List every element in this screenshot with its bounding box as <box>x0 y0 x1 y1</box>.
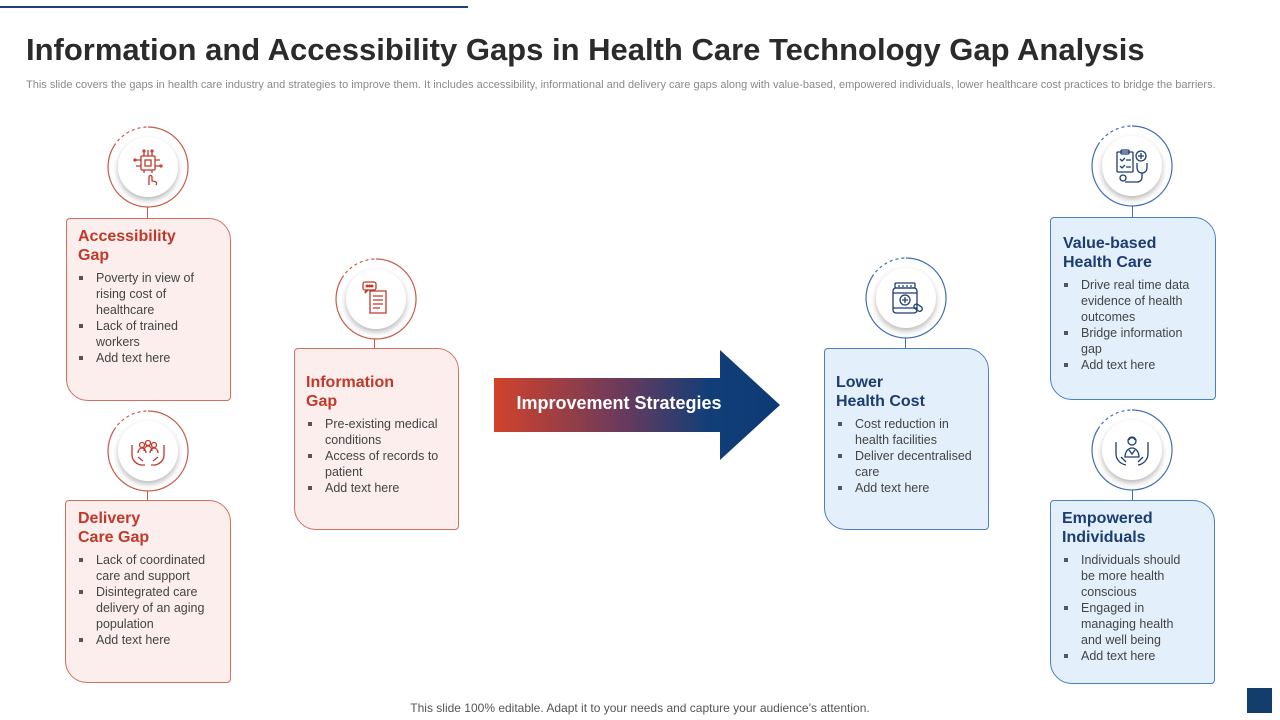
value-based-card <box>1050 217 1216 400</box>
information-gap-icon-circle <box>335 258 417 340</box>
slide-title: Information and Accessibility Gaps in Health Care Technology Gap Analysis <box>26 32 1145 67</box>
value-based-title: Value-based Health Care <box>1063 235 1157 271</box>
lower-cost-title: Lower Health Cost <box>836 374 925 410</box>
list-item: Bridge information gap <box>1062 325 1197 357</box>
list-item: Drive real time data evidence of health outcomes <box>1062 277 1197 325</box>
information-gap-list <box>306 416 446 496</box>
delivery-gap-icon-circle <box>107 410 189 492</box>
slide-subtitle: This slide covers the gaps in health care industry and strategies to improve them. It includes accessibility, informational and delivery care gaps along with value-based, empowered individuals, lower healthcare cost practices to bridge the barriers. <box>26 79 1216 91</box>
list-item: Lack of trained workers <box>77 318 197 350</box>
accessibility-gap-icon-circle <box>107 126 189 208</box>
slide-footer: This slide 100% editable. Adapt it to your needs and capture your audience’s attention. <box>410 701 870 715</box>
value-based-list <box>1062 277 1197 373</box>
clipboard-stethoscope-icon <box>1112 146 1152 186</box>
list-item: Add text here <box>836 480 986 496</box>
list-item: Cost reduction in health facilities <box>836 416 986 448</box>
top-accent-line <box>0 6 468 8</box>
empowered-icon-circle <box>1091 409 1173 491</box>
chat-document-icon <box>356 279 396 319</box>
list-item: Lack of coordinated care and support <box>77 552 207 584</box>
accessibility-gap-card <box>66 218 231 401</box>
delivery-gap-list <box>77 552 207 648</box>
accessibility-gap-title: Accessibility Gap <box>78 228 176 264</box>
list-item: Engaged in managing health and well being <box>1062 600 1197 648</box>
person-hands-icon <box>1112 430 1152 470</box>
list-item: Add text here <box>77 632 207 648</box>
list-item: Add text here <box>306 480 446 496</box>
list-item: Access of records to patient <box>306 448 446 480</box>
list-item: Poverty in view of rising cost of healthcare <box>77 270 197 318</box>
information-gap-card <box>294 348 459 530</box>
medicine-bottle-icon <box>886 278 926 318</box>
accessibility-gap-list <box>77 270 197 366</box>
corner-square <box>1247 688 1272 713</box>
information-gap-title: Information Gap <box>306 374 394 410</box>
lower-cost-card <box>824 348 989 530</box>
list-item: Pre-existing medical conditions <box>306 416 446 448</box>
circuit-chip-hand-icon <box>128 147 168 187</box>
delivery-gap-title: Delivery Care Gap <box>78 510 150 546</box>
lower-cost-icon-circle <box>865 257 947 339</box>
list-item: Add text here <box>77 350 197 366</box>
list-item: Disintegrated care delivery of an aging population <box>77 584 207 632</box>
improvement-strategies-label: Improvement Strategies <box>516 393 722 413</box>
delivery-gap-card <box>65 500 231 683</box>
list-item: Add text here <box>1062 357 1197 373</box>
list-item: Deliver decentralised care <box>836 448 986 480</box>
value-based-icon-circle <box>1091 125 1173 207</box>
list-item: Add text here <box>1062 648 1197 664</box>
empowered-list <box>1062 552 1197 664</box>
empowered-title: Empowered Individuals <box>1062 510 1153 546</box>
list-item: Individuals should be more health conscious <box>1062 552 1197 600</box>
lower-cost-list <box>836 416 986 496</box>
hands-people-icon <box>128 431 168 471</box>
empowered-card <box>1050 500 1215 684</box>
